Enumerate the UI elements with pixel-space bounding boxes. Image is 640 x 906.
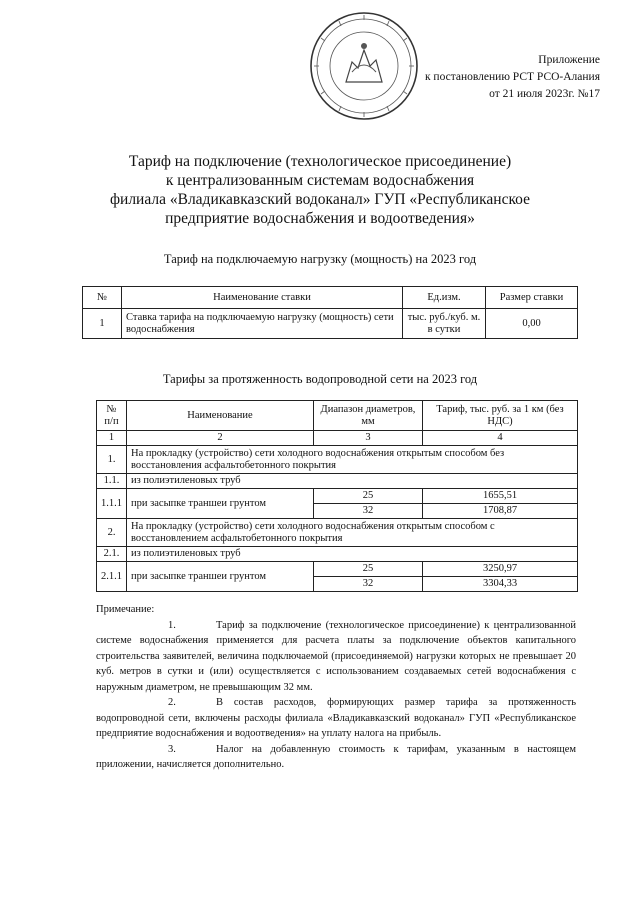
note-1-num: 1. xyxy=(168,619,176,631)
note-3 xyxy=(96,742,576,773)
load-tariff-table xyxy=(82,286,578,339)
sec2-text: На прокладку (устройство) сети холодного водоснабжения открытым способом с восстановлением асфальтобетонного покрытия xyxy=(127,519,578,547)
sec1-item-text: при засыпке траншеи грунтом xyxy=(127,489,314,519)
t2-header-tariff: Тариф, тыс. руб. за 1 км (без НДС) xyxy=(423,401,578,431)
t1-header-value: Размер ставки xyxy=(486,287,578,309)
t2-colnum-2: 2 xyxy=(127,431,314,446)
t1-header-name: Наименование ставки xyxy=(122,287,403,309)
t1-header-num: № xyxy=(83,287,122,309)
sec1-num: 1. xyxy=(97,446,127,474)
note-1 xyxy=(96,618,576,696)
t2-header-diam: Диапазон диаметров, мм xyxy=(314,401,423,431)
sec1-sub-num: 1.1. xyxy=(97,474,127,489)
sec2-item-num: 2.1.1 xyxy=(97,562,127,592)
note-3-num: 3. xyxy=(168,743,176,755)
sec2-num: 2. xyxy=(97,519,127,547)
note-3-text: Налог на добавленную стоимость к тарифам, указанным в настоящем приложении, начисляется дополнительно. xyxy=(96,743,576,770)
notes-block xyxy=(96,602,576,773)
appendix-line-3: от 21 июля 2023г. №17 xyxy=(489,88,600,100)
table1-heading: Тариф на подключаемую нагрузку (мощность) на 2023 год xyxy=(163,252,477,266)
t1-row-num: 1 xyxy=(83,309,122,339)
title-line-3: филиала «Владикавказский водоканал» ГУП «Республиканское xyxy=(109,191,531,208)
sec1-row1-tariff: 1655,51 xyxy=(423,489,578,504)
t2-header-num: № п/п xyxy=(97,401,127,431)
appendix-line-2: к постановлению РСТ РСО-Алания xyxy=(424,71,600,83)
sec2-item-text: при засыпке траншеи грунтом xyxy=(127,562,314,592)
note-1-text: Тариф за подключение (технологическое присоединение) к централизованной системе водоснабжения применяется для расчета платы за подключение объектов капитального строительства заявителей, величина подключаемой (присоединяемой) нагрузки которых не превышает 20 куб. метров в сутки и (или) осуществляется с использованием создаваемых сетей водоснабжения с наружным диаметром, не превышающим 32 мм. xyxy=(96,619,576,693)
title-line-4: предприятие водоснабжения и водоотведения» xyxy=(165,210,475,227)
t1-row-value: 0,00 xyxy=(486,309,578,339)
sec2-sub-num: 2.1. xyxy=(97,547,127,562)
network-length-tariff-table xyxy=(96,400,578,592)
note-2-num: 2. xyxy=(168,697,176,708)
t1-row-unit: тыс. руб./куб. м. в сутки xyxy=(403,309,486,339)
appendix-block xyxy=(400,52,600,103)
sec1-row1-diam: 25 xyxy=(314,489,423,504)
sec2-row1-tariff: 3250,97 xyxy=(423,562,578,577)
t1-row-name: Ставка тарифа на подключаемую нагрузку (мощность) сети водоснабжения xyxy=(122,309,403,339)
note-2-text: В состав расходов, формирующих размер тарифа за протяженность водопроводной сети, включены расходы филиала «Владикавказский водоканал» ГУП «Республиканское предприятие водоснабжения и водоотведения» на уплату налога на прибыль. xyxy=(96,697,576,739)
note-2 xyxy=(96,695,576,742)
table2-heading: Тарифы за протяженность водопроводной сети на 2023 год xyxy=(162,372,478,386)
t2-header-name: Наименование xyxy=(127,401,314,431)
document-title xyxy=(60,152,580,228)
sec2-row1-diam: 25 xyxy=(314,562,423,577)
sec1-text: На прокладку (устройство) сети холодного водоснабжения открытым способом без восстановления асфальтобетонного покрытия xyxy=(127,446,578,474)
notes-heading: Примечание: xyxy=(96,604,155,615)
appendix-line-1: Приложение xyxy=(538,54,600,66)
t2-colnum-3: 3 xyxy=(314,431,423,446)
sec2-row2-diam: 32 xyxy=(314,577,423,592)
sec2-row2-tariff: 3304,33 xyxy=(423,577,578,592)
title-line-1: Тариф на подключение (технологическое присоединение) xyxy=(128,153,512,170)
sec2-sub-text: из полиэтиленовых труб xyxy=(127,547,578,562)
title-line-2: к централизованным системам водоснабжения xyxy=(165,172,475,189)
sec1-item-num: 1.1.1 xyxy=(97,489,127,519)
sec1-row2-tariff: 1708,87 xyxy=(423,504,578,519)
t2-colnum-4: 4 xyxy=(423,431,578,446)
t2-colnum-1: 1 xyxy=(97,431,127,446)
t1-header-unit: Ед.изм. xyxy=(403,287,486,309)
sec1-row2-diam: 32 xyxy=(314,504,423,519)
sec1-sub-text: из полиэтиленовых труб xyxy=(127,474,578,489)
